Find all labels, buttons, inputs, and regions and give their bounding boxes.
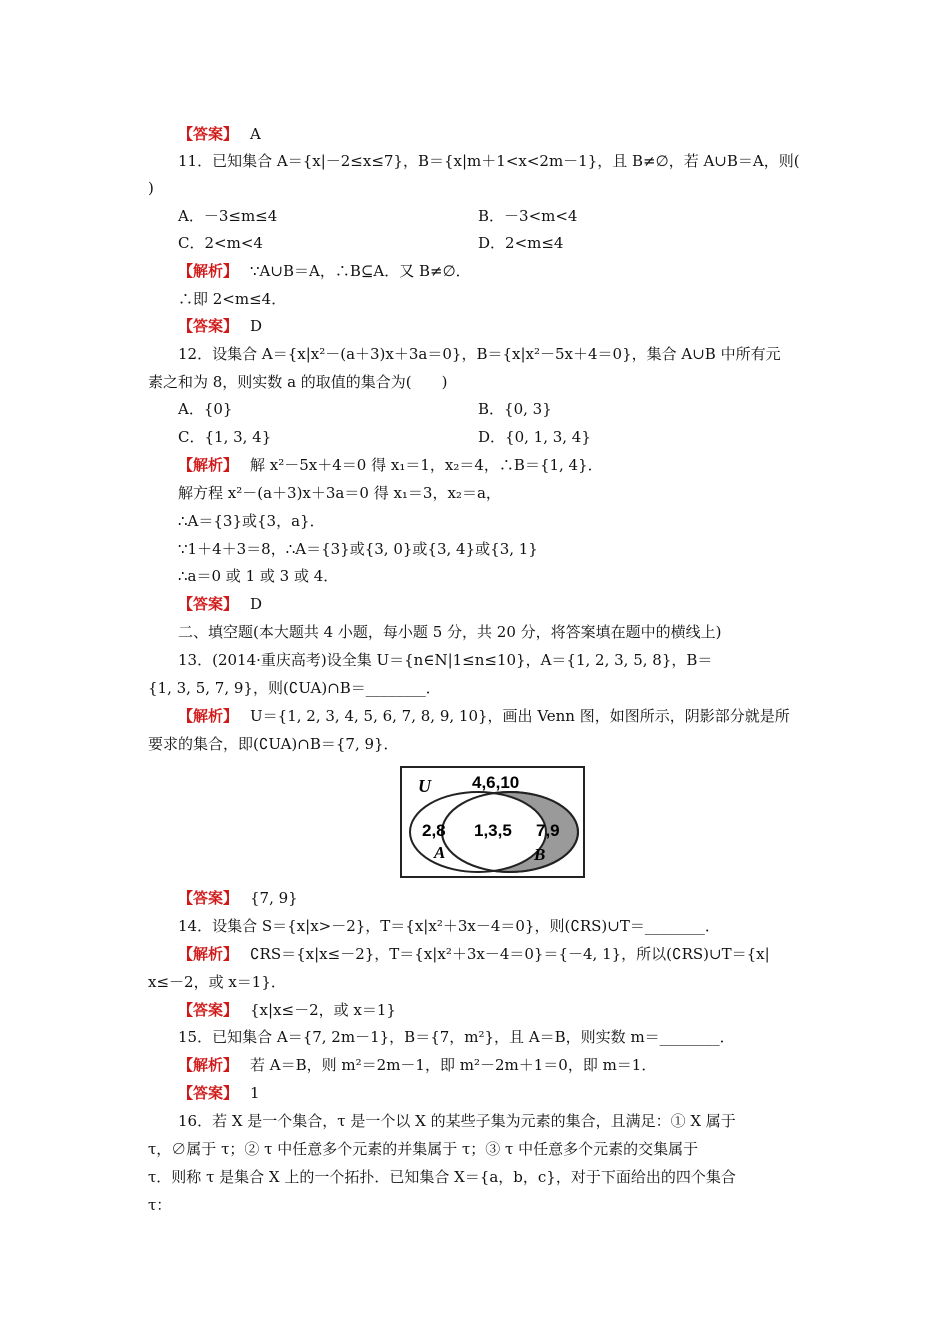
q11-option-a: A．－3≤m≤4 xyxy=(178,207,278,225)
q11-stem-line2: ) xyxy=(148,179,154,197)
q16-line4: τ： xyxy=(148,1196,172,1214)
q16-line2: τ，∅属于 τ；② τ 中任意多个元素的并集属于 τ；③ τ 中任意多个元素的交集属于 xyxy=(148,1140,699,1158)
venn-top-label: 4,6,10 xyxy=(472,773,520,792)
q16-line1: 16．若 X 是一个集合，τ 是一个以 X 的某些子集为元素的集合，且满足：① X 属于 xyxy=(178,1112,736,1130)
analysis-tag: 【解析】 xyxy=(178,945,239,963)
q14-stem: 14．设集合 S＝{x|x>－2}，T＝{x|x²＋3x－4＝0}，则(∁RS)∪T＝________． xyxy=(178,917,720,935)
q12-answer-line xyxy=(178,594,262,614)
q10-answer: A xyxy=(250,125,261,143)
q11-analysis-line2: ∴即 2<m≤4． xyxy=(178,290,287,308)
section-heading: 二、填空题(本大题共 4 小题，每小题 5 分，共 20 分，将答案填在题中的横线上) xyxy=(178,623,722,641)
q12-option-c: C．{1, 3, 4} xyxy=(178,428,272,446)
q11-analysis-line1 xyxy=(178,261,471,281)
q13-analysis-text: U＝{1, 2, 3, 4, 5, 6, 7, 8, 9, 10}，画出 Venn 图，如图所示，阴影部分就是所 xyxy=(250,707,790,725)
q12-option-a: A．{0} xyxy=(178,400,233,418)
q12-answer: D xyxy=(250,595,263,613)
q13-answer: {7, 9} xyxy=(250,889,298,907)
q12-analysis-line5: ∴a＝0 或 1 或 3 或 4． xyxy=(178,567,339,585)
venn-a-label: A xyxy=(434,843,446,862)
q13-analysis-line1 xyxy=(178,706,790,726)
venn-b-label: B xyxy=(534,845,546,864)
q13-stem-line1: 13．(2014·重庆高考)设全集 U＝{n∈N|1≤n≤10}，A＝{1, 2, 3, 5, 8}，B＝ xyxy=(178,651,713,669)
q13-answer-line xyxy=(178,888,298,908)
q10-answer-line xyxy=(178,124,261,144)
q11-option-d: D．2<m≤4 xyxy=(478,234,564,252)
q12-stem-line1: 12．设集合 A＝{x|x²－(a＋3)x＋3a＝0}，B＝{x|x²－5x＋4＝0}，集合 A∪B 中所有元 xyxy=(178,345,781,363)
venn-a-only: 2,8 xyxy=(422,821,446,840)
q11-option-c: C．2<m<4 xyxy=(178,234,263,252)
analysis-tag: 【解析】 xyxy=(178,262,239,280)
q12-analysis-line2: 解方程 x²－(a＋3)x＋3a＝0 得 x₁＝3，x₂＝a， xyxy=(178,484,501,502)
analysis-tag: 【解析】 xyxy=(178,1056,239,1074)
q11-answer: D xyxy=(250,317,263,335)
venn-diagram xyxy=(400,766,585,878)
q13-stem-line2: {1, 3, 5, 7, 9}，则(∁UA)∩B＝________． xyxy=(148,679,441,697)
answer-tag: 【答案】 xyxy=(178,317,239,335)
q11-option-b: B．－3<m<4 xyxy=(478,207,578,225)
venn-b-only: 7,9 xyxy=(536,821,560,840)
q12-analysis-line1 xyxy=(178,455,603,475)
q15-analysis-text: 若 A＝B，则 m²＝2m－1，即 m²－2m＋1＝0，即 m＝1． xyxy=(250,1056,657,1074)
q12-analysis-line4: ∵1＋4＋3＝8，∴A＝{3}或{3, 0}或{3, 4}或{3, 1} xyxy=(178,540,538,558)
venn-intersection: 1,3,5 xyxy=(474,821,512,840)
q14-analysis-line2: x≤－2，或 x＝1}． xyxy=(148,973,286,991)
q15-answer-line xyxy=(178,1083,260,1103)
q15-stem: 15．已知集合 A＝{7, 2m－1}，B＝{7，m²}，且 A＝B，则实数 m＝________． xyxy=(178,1028,735,1046)
q11-stem-line1: 11．已知集合 A＝{x|－2≤x≤7}，B＝{x|m＋1<x<2m－1}，且 B≠∅，若 A∪B＝A，则( xyxy=(178,152,800,170)
q11-analysis-text: ∵A∪B＝A，∴B⊆A．又 B≠∅． xyxy=(250,262,471,280)
q14-analysis-line1 xyxy=(178,944,770,964)
analysis-tag: 【解析】 xyxy=(178,707,239,725)
q12-stem-line2: 素之和为 8，则实数 a 的取值的集合为( ) xyxy=(148,373,448,391)
q12-analysis-line3: ∴A＝{3}或{3，a}． xyxy=(178,512,325,530)
answer-tag: 【答案】 xyxy=(178,595,239,613)
analysis-tag: 【解析】 xyxy=(178,456,239,474)
q15-answer: 1 xyxy=(250,1084,260,1102)
q14-analysis-text: ∁RS＝{x|x≤－2}，T＝{x|x²＋3x－4＝0}＝{－4, 1}，所以(∁RS)∪T＝{x| xyxy=(250,945,770,963)
q14-answer: {x|x≤－2，或 x＝1} xyxy=(250,1001,396,1019)
q12-option-d: D．{0, 1, 3, 4} xyxy=(478,428,591,446)
q15-analysis-line xyxy=(178,1055,656,1075)
q13-analysis-line2: 要求的集合，即(∁UA)∩B＝{7, 9}． xyxy=(148,735,399,753)
answer-tag: 【答案】 xyxy=(178,1001,239,1019)
answer-tag: 【答案】 xyxy=(178,1084,239,1102)
q14-answer-line xyxy=(178,1000,396,1020)
answer-tag: 【答案】 xyxy=(178,889,239,907)
q12-option-b: B．{0, 3} xyxy=(478,400,552,418)
q16-line3: τ．则称 τ 是集合 X 上的一个拓扑．已知集合 X＝{a，b，c}，对于下面给出的四个集合 xyxy=(148,1168,736,1186)
q11-answer-line xyxy=(178,316,262,336)
venn-u-label: U xyxy=(418,776,431,796)
q12-analysis-text: 解 x²－5x＋4＝0 得 x₁＝1，x₂＝4，∴B＝{1, 4}． xyxy=(250,456,603,474)
answer-tag: 【答案】 xyxy=(178,125,239,143)
